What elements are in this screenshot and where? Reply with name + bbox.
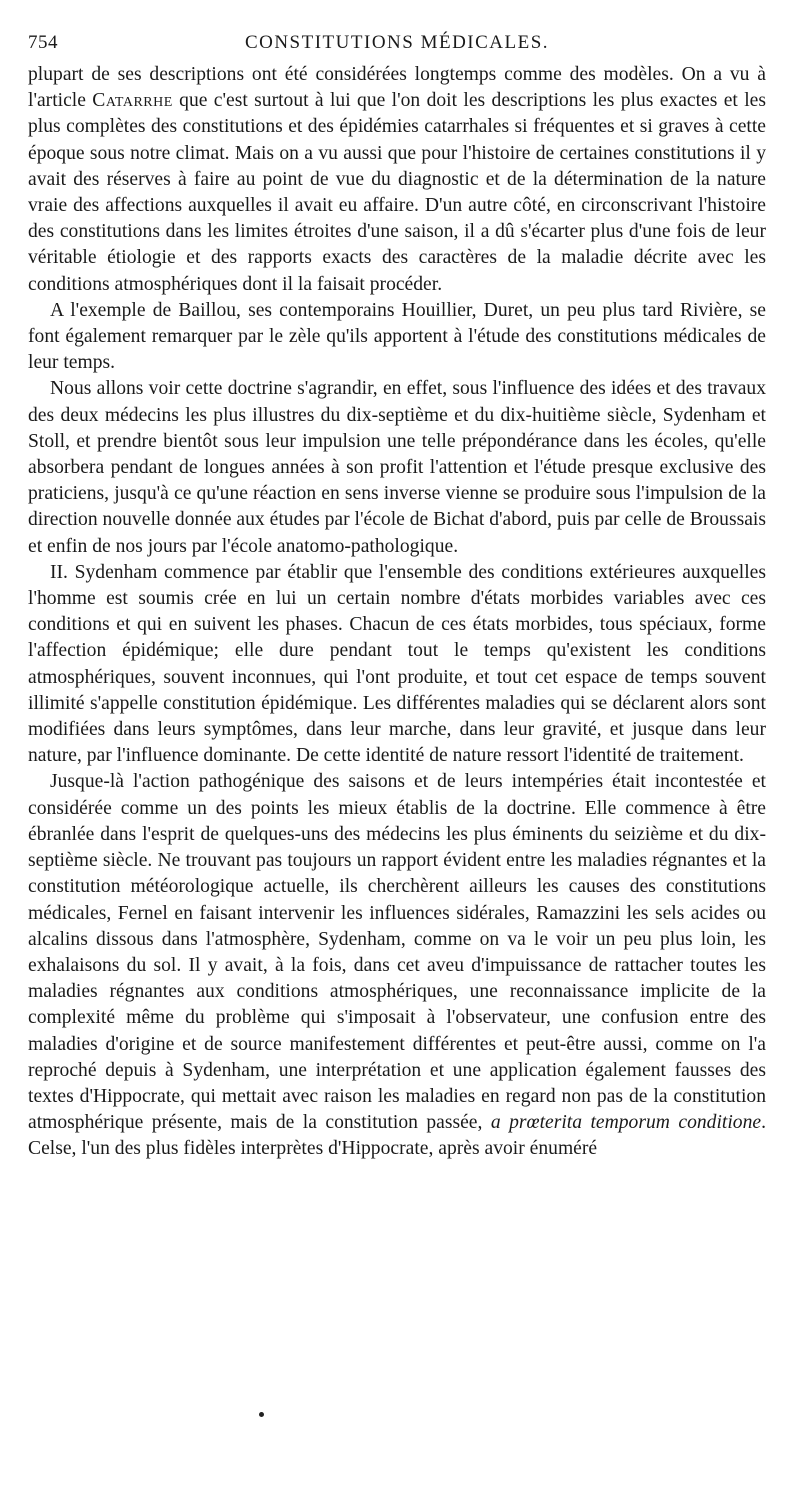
text-run: Jusque-là l'action pathogénique des saisons et de leurs intempéries était incontestée et considérée comme un des points les mieux établis de la doctrine. Elle commence à être ébranlée dans l'esprit de quelques-uns des médecins les plus éminents du seizième et du dix-septième siècle. Ne trouvant pas toujours un rapport évident entre les maladies régnantes et la constitution météorologique actuelle, ils cherchèrent ailleurs les causes des constitutions médicales, Fernel en faisant intervenir les influences sidérales, Ramazzini les sels acides ou alcalins dissous dans l'atmosphère, Sydenham, comme on va le voir un peu plus loin, les exhalaisons du sol. Il y avait, à la fois, dans cet aveu d'impuissance de rattacher toutes les maladies régnantes aux conditions atmosphériques, une reconnaissance implicite de la complexité même du problème qui s'imposait à l'observateur, une confusion entre des maladies d'origine et de source manifestement différentes et peut-être aussi, comme on l'a reproché depuis à Sydenham, une interprétation et une application également fausses des textes d'Hippocrate, qui mettait avec raison les maladies en regard non pas de la constitution atmosphérique présente, mais de la constitution passée, bbox=[28, 771, 766, 1134]
text-run: . Celse, l'un des plus fidèles interprètes d'Hippocrate, après avoir énuméré bbox=[28, 1112, 766, 1160]
running-title: CONSTITUTIONS MÉDICALES. bbox=[244, 32, 550, 53]
paragraph-continuation bbox=[28, 62, 766, 298]
text-run: que c'est surtout à lui que l'on doit les descriptions les plus exactes et les plus complètes des constitutions et des épidémies catarrhales si fréquentes et si graves à cette époque sous notre climat. Mais on a vu aussi que pour l'histoire de certaines constitutions il y avait des réserves à faire au point de vue du diagnostic et de la détermination de la nature vraie des affections auxquelles il avait eu affaire. D'un autre côté, en circonscrivant l'histoire des constitutions dans les limites étroites d'une saison, il a dû s'écarter plus d'une fois de leur véritable étiologie et des rapports exacts des caractères de la maladie décrite avec les conditions atmosphériques dont il la faisait procéder. bbox=[28, 90, 766, 295]
ink-spot bbox=[259, 1412, 264, 1417]
running-head bbox=[28, 28, 766, 62]
paragraph bbox=[28, 376, 766, 559]
text-run: plupart de ses descriptions ont été considérées longtemps comme des modèles. On a vu à l'article bbox=[28, 64, 766, 112]
body-text bbox=[28, 62, 766, 1163]
paragraph bbox=[28, 298, 766, 377]
book-page bbox=[28, 28, 766, 1468]
text-run: A l'exemple de Baillou, ses contemporains Houillier, Duret, un peu plus tard Rivière, se font également remarquer par le zèle qu'ils apportent à l'étude des constitutions médicales de leur temps. bbox=[28, 299, 766, 374]
page-number: 754 bbox=[28, 32, 58, 53]
paragraph-section-ii bbox=[28, 560, 766, 770]
paragraph bbox=[28, 769, 766, 1162]
text-run: II. Sydenham commence par établir que l'ensemble des conditions extérieures auxquelles l'homme est soumis crée en lui un certain nombre d'états morbides variables avec ces conditions et qui en suivent les phases. Chacun de ces états morbides, tous spéciaux, forme l'affection épidémique; elle dure pendant tout le temps qu'existent les conditions atmosphériques, souvent inconnues, qui l'ont produite, et tout cet espace de temps souvent illimité s'appelle constitution épidémique. Les différentes maladies qui se déclarent alors sont modifiées dans leurs symptômes, dans leur marche, dans leur gravité, et jusque dans leur nature, par l'influence dominante. De cette identité de nature ressort l'identité de traitement. bbox=[28, 561, 766, 767]
latin-quotation-italic: a prœterita temporum conditione bbox=[490, 1112, 762, 1134]
text-run: Nous allons voir cette doctrine s'agrandir, en effet, sous l'influence des idées et des travaux des deux médecins les plus illustres du dix-septième et du dix-huitième siècle, Sydenham et Stoll, et prendre bientôt sous leur impulsion une telle prépondérance dans les écoles, qu'elle absorbera pendant de longues années à son profit l'attention et l'étude presque exclusive des praticiens, jusqu'à ce qu'une réaction en sens inverse vienne se produire sous l'impulsion de la direction nouvelle donnée aux études par l'école de Bichat d'abord, puis par celle de Broussais et enfin de nos jours par l'école anatomo-pathologique. bbox=[28, 378, 766, 557]
cross-reference-smallcaps: Catarrhe bbox=[92, 90, 173, 112]
